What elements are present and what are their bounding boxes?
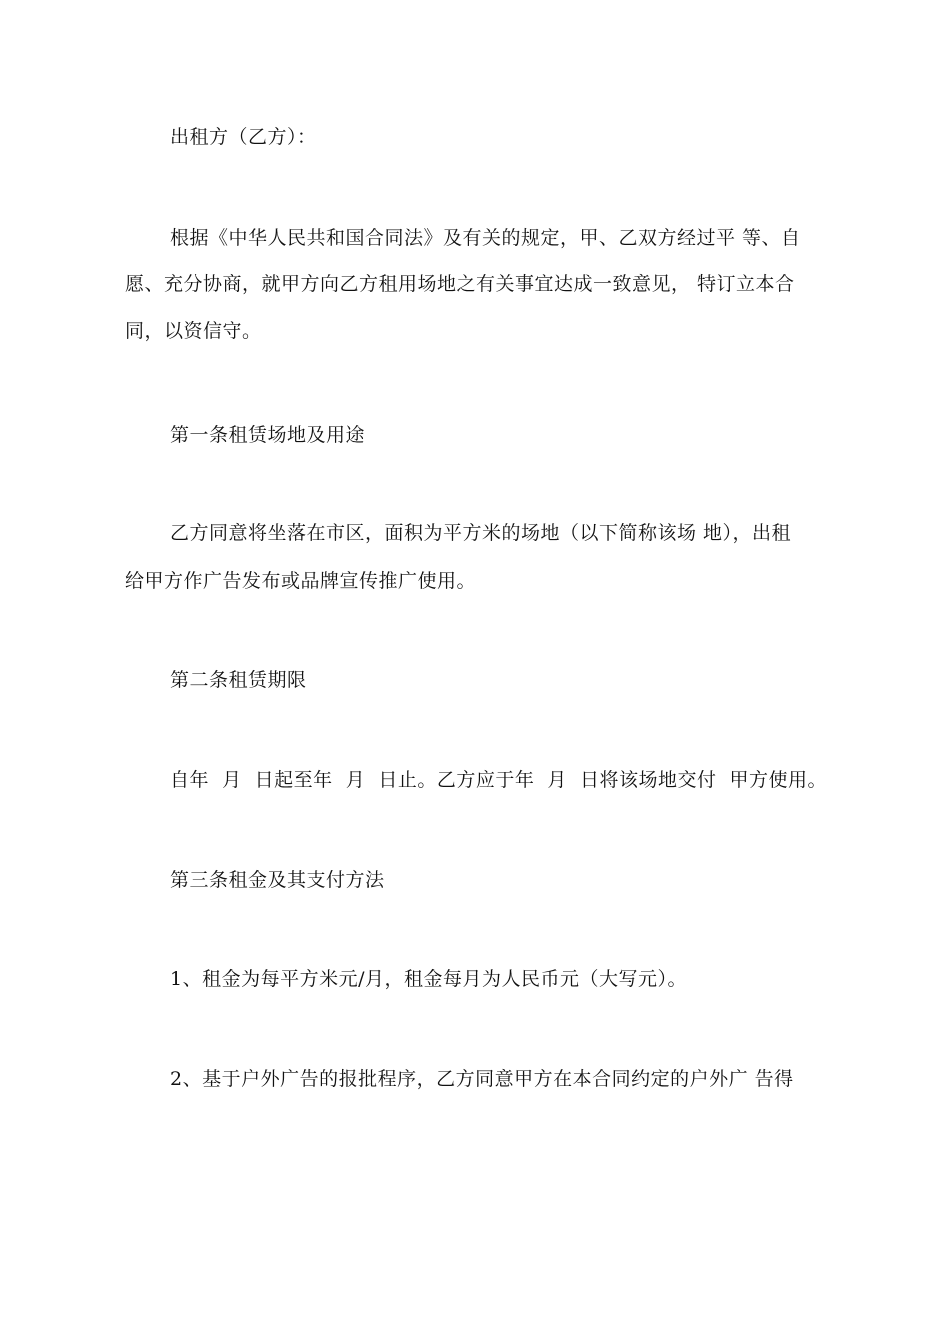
article-1-line-2: 给甲方作广告发布或品牌宣传推广使用。 <box>125 570 477 592</box>
article-1-title: 第一条租赁场地及用途 <box>170 424 366 446</box>
article-1-line-1: 乙方同意将坐落在市区，面积为平方米的场地（以下简称该场 地），出租 <box>170 522 792 544</box>
preamble-line-3: 同，以资信守。 <box>125 320 262 342</box>
article-2-body: 自年 月 日起至年 月 日止。乙方应于年 月 日将该场地交付 甲方使用。 <box>170 769 828 791</box>
party-b-line: 出租方（乙方）： <box>170 126 317 148</box>
preamble-line-2: 愿、充分协商，就甲方向乙方租用场地之有关事宜达成一致意见， 特订立本合 <box>125 273 795 295</box>
article-3-title: 第三条租金及其支付方法 <box>170 869 385 891</box>
preamble-line-1: 根据《中华人民共和国合同法》及有关的规定，甲、乙双方经过平 等、自 <box>170 227 801 249</box>
article-3-item-2: 2、基于户外广告的报批程序，乙方同意甲方在本合同约定的户外广 告得 <box>170 1068 794 1090</box>
article-3-item-1: 1、租金为每平方米元/月，租金每月为人民币元（大写元）。 <box>170 968 687 990</box>
article-2-title: 第二条租赁期限 <box>170 669 307 691</box>
